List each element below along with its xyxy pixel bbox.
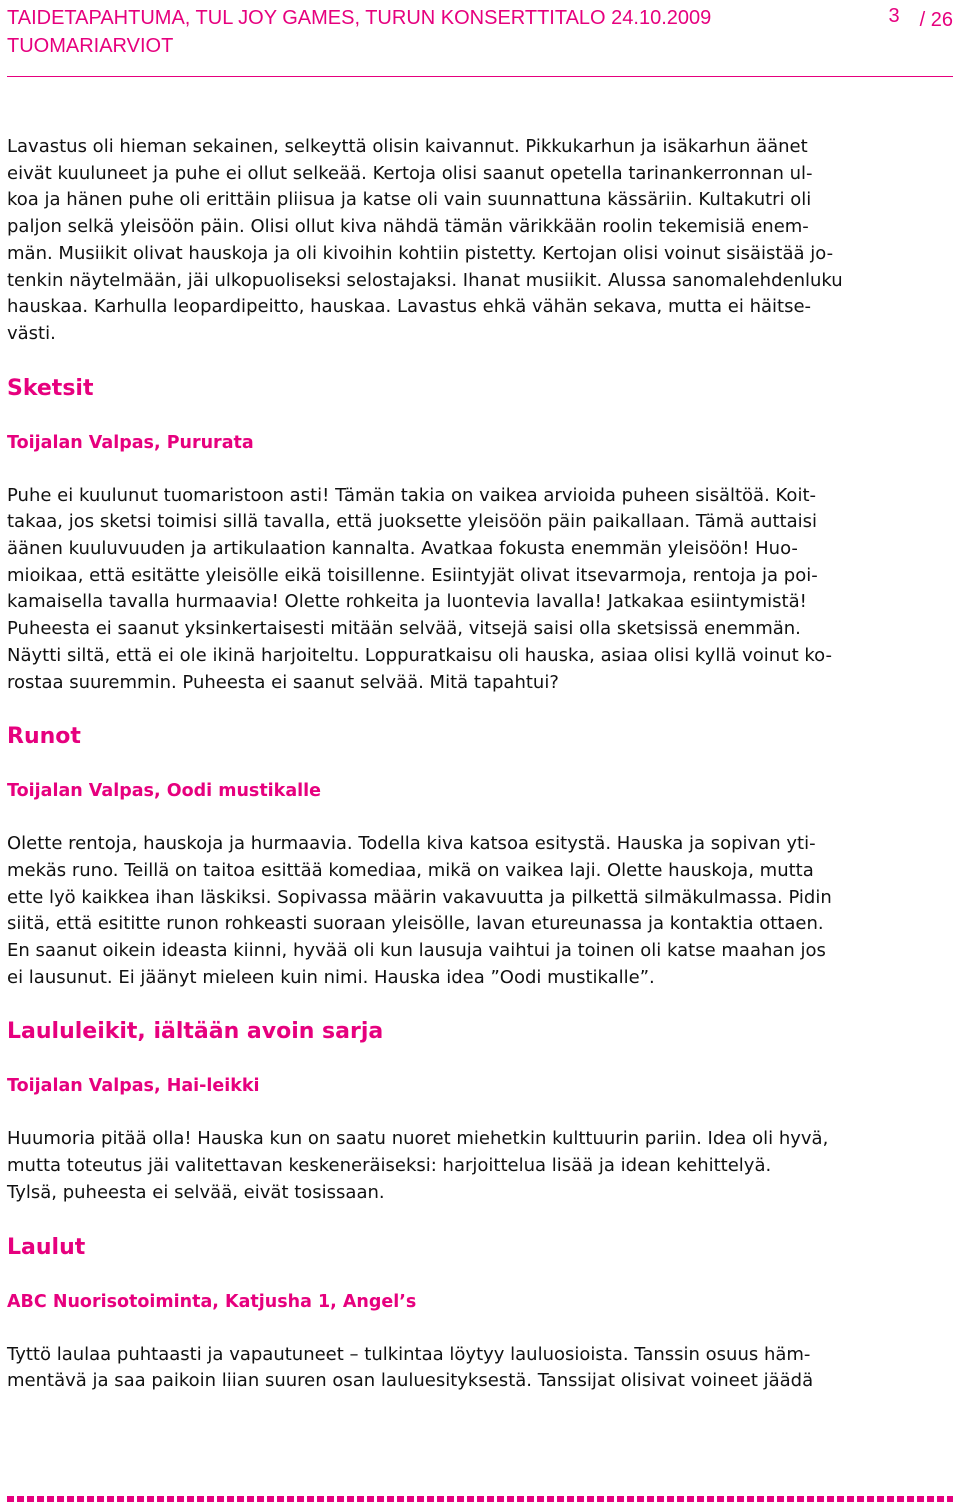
text-line: kamaisella tavalla hurmaavia! Olette rohkeita ja luontevia lavalla! Jatkakaa esiintymistä! xyxy=(7,591,807,613)
text-line: mentävä ja saa paikoin liian suuren osan lauluesityksestä. Tanssijat olisivat voineet jäädä xyxy=(7,1370,814,1392)
section-heading-laululeikit: Laululeikit, iältään avoin sarja xyxy=(7,1019,384,1045)
text-line: västi. xyxy=(7,322,56,344)
text-line: rostaa suuremmin. Puheesta ei saanut selvää. Mitä tapahtui? xyxy=(7,671,559,693)
text-line: ei lausunut. Ei jäänyt mieleen kuin nimi. Hauska idea ”Oodi mustikalle”. xyxy=(7,966,655,988)
text-line: eivät kuuluneet ja puhe ei ollut selkeää. Kertoja olisi saanut opetella tarinankerronnan ul- xyxy=(7,162,813,184)
header-document-title: TUOMARIARVIOT xyxy=(7,35,174,57)
entry-title: ABC Nuorisotoiminta, Katjusha 1, Angel’s xyxy=(7,1291,417,1312)
header-event-title: TAIDETAPAHTUMA, TUL JOY GAMES, TURUN KONSERTTITALO 24.10.2009 xyxy=(7,7,712,29)
text-line: Lavastus oli hieman sekainen, selkeyttä olisin kaivannut. Pikkukarhun ja isäkarhun äänet xyxy=(7,136,808,157)
page-header xyxy=(7,4,953,77)
page-number xyxy=(889,6,953,34)
text-line: Näytti siltä, että ei ole ikinä harjoiteltu. Loppuratkaisu oli hauska, asiaa olisi kyllä voinut ko- xyxy=(7,644,832,666)
section-heading-runot: Runot xyxy=(7,724,81,750)
page-number-current: 3 xyxy=(888,5,900,27)
text-line: Olette rentoja, hauskoja ja hurmaavia. Todella kiva katsoa esitystä. Hauska ja sopivan yti- xyxy=(7,833,816,855)
text-line: Tylsä, puheesta ei selvää, eivät tosissaan. xyxy=(7,1181,385,1203)
entry-title: Toijalan Valpas, Oodi mustikalle xyxy=(7,781,321,802)
text-line: koa ja hänen puhe oli erittäin pliisua ja katse oli vain suunnattuna kässäriin. Kultakutri oli xyxy=(7,189,812,211)
text-line: hauskaa. Karhulla leopardipeitto, hauskaa. Lavastus ehkä vähän sekava, mutta ei häitse- xyxy=(7,296,812,318)
entry-review xyxy=(7,483,953,697)
text-line: ette lyö kaikkea ihan läskiksi. Sopivassa määrin vakavuutta ja pilkettä silmäkulmassa. Pidin xyxy=(7,886,832,908)
text-line: mutta toteutus jäi valitettavan keskeneräiseksi: harjoittelua lisää ja idean kehittelyä. xyxy=(7,1155,772,1177)
text-line: Puheesta ei saanut yksinkertaisesti mitään selvää, vitsejä saisi olla sketsissä enemmän. xyxy=(7,618,801,640)
text-line: äänen kuuluvuuden ja artikulaation kannalta. Avatkaa fokusta enemmän yleisöön! Huo- xyxy=(7,538,798,560)
text-line: mekäs runo. Teillä on taitoa esittää komediaa, mikä on vaikea laji. Olette hauskoja, mutta xyxy=(7,859,814,881)
text-line: Huumoria pitää olla! Hauska kun on saatu nuoret miehetkin kulttuurin pariin. Idea oli hyvä, xyxy=(7,1128,829,1150)
text-line: män. Musiikit olivat hauskoja ja oli kivoihin kohtiin pistetty. Kertojan olisi voinut sisäistää jo- xyxy=(7,242,834,264)
text-line: Puhe ei kuulunut tuomaristoon asti! Tämän takia on vaikea arvioida puheen sisältöä. Koit- xyxy=(7,484,816,506)
entry-review xyxy=(7,1126,953,1206)
section-heading-sketsit: Sketsit xyxy=(7,375,94,401)
entry-review xyxy=(7,1342,953,1395)
section-heading-laulut: Laulut xyxy=(7,1234,86,1260)
document-body xyxy=(7,134,953,1395)
text-line: siitä, että esititte runon rohkeasti suoraan yleisölle, lavan etureunassa ja kontaktia ottaen. xyxy=(7,913,824,935)
intro-paragraph xyxy=(7,134,953,348)
text-line: En saanut oikein ideasta kiinni, hyvää oli kun lausuja vaihtui ja toinen oli katse maahan jos xyxy=(7,940,826,962)
footer-divider xyxy=(7,1496,953,1502)
text-line: Tyttö laulaa puhtaasti ja vapautuneet – tulkintaa löytyy lauluosioista. Tanssin osuus häm- xyxy=(7,1343,811,1365)
text-line: paljon selkä yleisöön päin. Olisi ollut kiva nähdä tämän värikkään roolin tekemisiä enem- xyxy=(7,216,809,238)
entry-title: Toijalan Valpas, Pururata xyxy=(7,432,254,453)
page-number-total: / 26 xyxy=(919,9,953,31)
entry-title: Toijalan Valpas, Hai-leikki xyxy=(7,1076,260,1097)
text-line: mioikaa, että esitätte yleisölle eikä toisillenne. Esiintyjät olivat itsevarmoja, rentoja ja poi- xyxy=(7,564,818,586)
entry-review xyxy=(7,831,953,991)
text-line: tenkin näytelmään, jäi ulkopuoliseksi selostajaksi. Ihanat musiikit. Alussa sanomalehdenluku xyxy=(7,269,843,291)
text-line: takaa, jos sketsi toimisi sillä tavalla, että juoksette yleisöön päin paikallaan. Tämä auttaisi xyxy=(7,511,817,533)
